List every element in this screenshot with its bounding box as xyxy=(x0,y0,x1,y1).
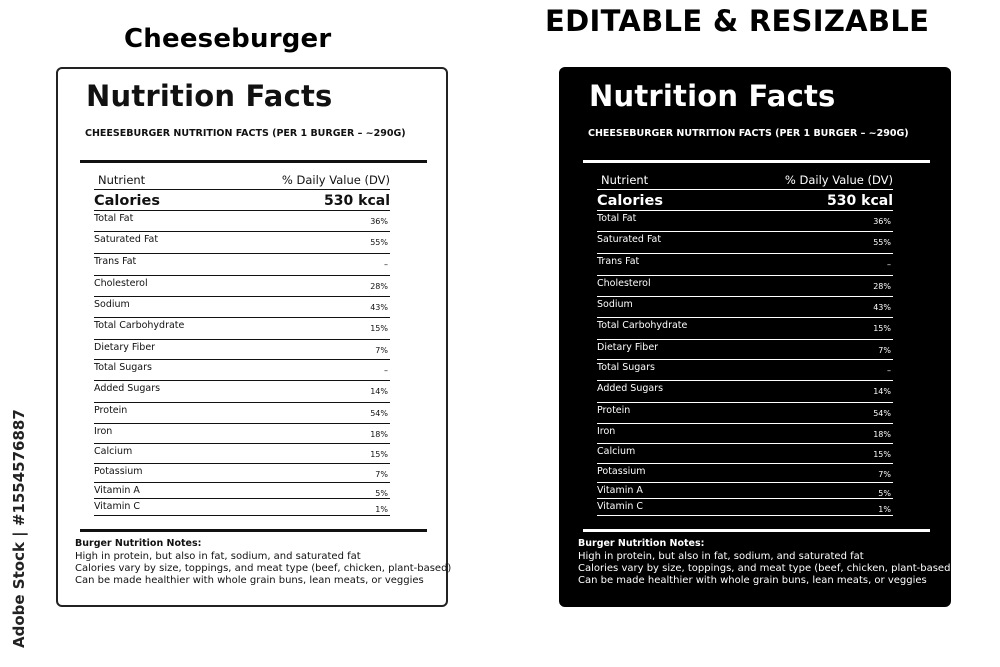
nutrient-daily-value: 7% xyxy=(375,346,388,355)
nutrient-name: Potassium xyxy=(597,466,646,477)
nutrient-row xyxy=(597,253,893,275)
nutrient-name: Dietary Fiber xyxy=(94,342,156,353)
nutrient-daily-value: 14% xyxy=(873,387,891,396)
nutrient-name: Vitamin C xyxy=(94,501,141,512)
nutrient-name: Total Fat xyxy=(597,213,637,224)
nutrient-row xyxy=(94,296,390,317)
nutrient-row xyxy=(597,296,893,317)
nutrient-name: Vitamin A xyxy=(94,485,140,496)
nutrient-name: Total Carbohydrate xyxy=(94,320,185,331)
nutrient-name: Protein xyxy=(94,405,128,416)
editable-resizable-heading: EDITABLE & RESIZABLE xyxy=(545,4,930,38)
nutrient-name: Trans Fat xyxy=(597,256,640,267)
notes-title: Burger Nutrition Notes: xyxy=(75,538,202,549)
nutrient-row xyxy=(94,498,390,516)
nutrition-notes xyxy=(75,538,452,587)
nutrient-name: Total Sugars xyxy=(94,362,152,373)
calories-label: Calories xyxy=(597,193,663,209)
nutrient-daily-value: 7% xyxy=(375,470,388,479)
nutrient-daily-value: 43% xyxy=(873,303,891,312)
stock-id-watermark: Adobe Stock | #1554576887 xyxy=(10,409,28,648)
calories-value: 530 kcal xyxy=(827,193,893,209)
nutrient-daily-value: – xyxy=(887,366,891,375)
label-subtitle: CHEESEBURGER NUTRITION FACTS (PER 1 BURGER – ~290G) xyxy=(85,128,406,139)
nutrient-name: Saturated Fat xyxy=(597,234,662,245)
nutrient-table xyxy=(597,164,893,516)
nutrient-name: Saturated Fat xyxy=(94,234,159,245)
nutrient-row xyxy=(94,359,390,380)
nutrient-row xyxy=(94,253,390,275)
nutrient-daily-value: 15% xyxy=(370,450,388,459)
nutrient-daily-value: 1% xyxy=(375,505,388,514)
note-line: Can be made healthier with whole grain buns, lean meats, or veggies xyxy=(578,575,927,586)
nutrient-row xyxy=(94,339,390,359)
nutrient-daily-value: 18% xyxy=(873,430,891,439)
nutrient-row xyxy=(597,423,893,443)
nutrient-daily-value: – xyxy=(384,366,388,375)
nutrient-row xyxy=(597,402,893,423)
nutrient-row xyxy=(94,482,390,498)
nutrient-rows xyxy=(597,210,893,516)
nutrient-daily-value: 14% xyxy=(370,387,388,396)
nutrient-name: Calcium xyxy=(94,446,133,457)
nutrient-name: Calcium xyxy=(597,446,636,457)
nutrient-row xyxy=(94,210,390,231)
nutrient-name: Sodium xyxy=(94,299,130,310)
label-subtitle: CHEESEBURGER NUTRITION FACTS (PER 1 BURGER – ~290G) xyxy=(588,128,909,139)
nutrient-name: Total Carbohydrate xyxy=(597,320,688,331)
nutrient-row xyxy=(94,463,390,482)
notes-list xyxy=(578,551,955,587)
nutrient-name: Vitamin C xyxy=(597,501,644,512)
divider-thick-bottom xyxy=(80,529,427,532)
column-header-nutrient: Nutrient xyxy=(98,173,146,187)
nutrient-daily-value: 36% xyxy=(370,217,388,226)
nutrient-row xyxy=(597,482,893,498)
table-header-row xyxy=(597,164,893,189)
nutrient-row xyxy=(597,359,893,380)
nutrient-table xyxy=(94,164,390,516)
nutrient-row xyxy=(597,443,893,463)
nutrition-label-dark xyxy=(559,67,955,607)
nutrient-name: Dietary Fiber xyxy=(597,342,659,353)
nutrient-name: Sodium xyxy=(597,299,633,310)
nutrient-name: Trans Fat xyxy=(94,256,137,267)
note-line: Can be made healthier with whole grain buns, lean meats, or veggies xyxy=(75,575,424,586)
nutrient-name: Added Sugars xyxy=(597,383,664,394)
notes-list xyxy=(75,551,452,587)
column-header-nutrient: Nutrient xyxy=(601,173,649,187)
nutrient-row xyxy=(94,317,390,339)
table-header-row xyxy=(94,164,390,189)
nutrient-daily-value: 15% xyxy=(370,324,388,333)
nutrient-rows xyxy=(94,210,390,516)
nutrient-daily-value: 5% xyxy=(878,489,891,498)
divider-thick-top xyxy=(80,160,427,163)
nutrient-name: Potassium xyxy=(94,466,143,477)
nutrient-row xyxy=(597,498,893,516)
nutrient-row xyxy=(94,275,390,296)
nutrient-daily-value: 7% xyxy=(878,346,891,355)
nutrient-name: Vitamin A xyxy=(597,485,643,496)
nutrient-row xyxy=(94,380,390,402)
nutrient-row xyxy=(597,317,893,339)
divider-thick-bottom xyxy=(583,529,930,532)
nutrient-row xyxy=(94,443,390,463)
nutrient-daily-value: 54% xyxy=(370,409,388,418)
nutrient-row xyxy=(597,275,893,296)
nutrient-daily-value: 18% xyxy=(370,430,388,439)
note-line: Calories vary by size, toppings, and meat type (beef, chicken, plant-based) xyxy=(75,563,452,574)
nutrient-row xyxy=(597,339,893,359)
calories-row xyxy=(94,189,390,210)
nutrient-daily-value: 54% xyxy=(873,409,891,418)
divider-thick-top xyxy=(583,160,930,163)
note-line: High in protein, but also in fat, sodium, and saturated fat xyxy=(75,551,361,562)
nutrient-row xyxy=(597,210,893,231)
nutrient-daily-value: 28% xyxy=(873,282,891,291)
notes-title: Burger Nutrition Notes: xyxy=(578,538,705,549)
nutrient-name: Total Fat xyxy=(94,213,134,224)
nutrient-name: Protein xyxy=(597,405,631,416)
note-line: Calories vary by size, toppings, and meat type (beef, chicken, plant-based) xyxy=(578,563,955,574)
nutrient-daily-value: 43% xyxy=(370,303,388,312)
nutrient-row xyxy=(94,402,390,423)
nutrient-daily-value: 15% xyxy=(873,324,891,333)
nutrient-row xyxy=(597,231,893,253)
nutrient-row xyxy=(597,463,893,482)
nutrient-daily-value: 55% xyxy=(873,238,891,247)
nutrient-daily-value: 36% xyxy=(873,217,891,226)
nutrient-name: Added Sugars xyxy=(94,383,161,394)
nutrient-daily-value: 5% xyxy=(375,489,388,498)
nutrient-name: Iron xyxy=(597,426,616,437)
calories-row xyxy=(597,189,893,210)
label-title: Nutrition Facts xyxy=(86,79,333,113)
calories-label: Calories xyxy=(94,193,160,209)
nutrient-row xyxy=(94,231,390,253)
nutrient-daily-value: 28% xyxy=(370,282,388,291)
nutrient-row xyxy=(94,423,390,443)
nutrient-daily-value: 7% xyxy=(878,470,891,479)
column-header-daily-value: % Daily Value (DV) xyxy=(281,173,390,187)
nutrient-daily-value: – xyxy=(887,260,891,269)
nutrient-name: Iron xyxy=(94,426,113,437)
nutrition-label-light xyxy=(56,67,452,607)
nutrient-row xyxy=(597,380,893,402)
nutrient-name: Cholesterol xyxy=(597,278,651,289)
note-line: High in protein, but also in fat, sodium, and saturated fat xyxy=(578,551,864,562)
nutrition-notes xyxy=(578,538,955,587)
label-title: Nutrition Facts xyxy=(589,79,836,113)
nutrient-daily-value: 15% xyxy=(873,450,891,459)
column-header-daily-value: % Daily Value (DV) xyxy=(784,173,893,187)
product-name-heading: Cheeseburger xyxy=(124,24,332,54)
nutrient-name: Cholesterol xyxy=(94,278,148,289)
nutrient-daily-value: 55% xyxy=(370,238,388,247)
nutrient-name: Total Sugars xyxy=(597,362,655,373)
calories-value: 530 kcal xyxy=(324,193,390,209)
nutrient-daily-value: 1% xyxy=(878,505,891,514)
nutrient-daily-value: – xyxy=(384,260,388,269)
